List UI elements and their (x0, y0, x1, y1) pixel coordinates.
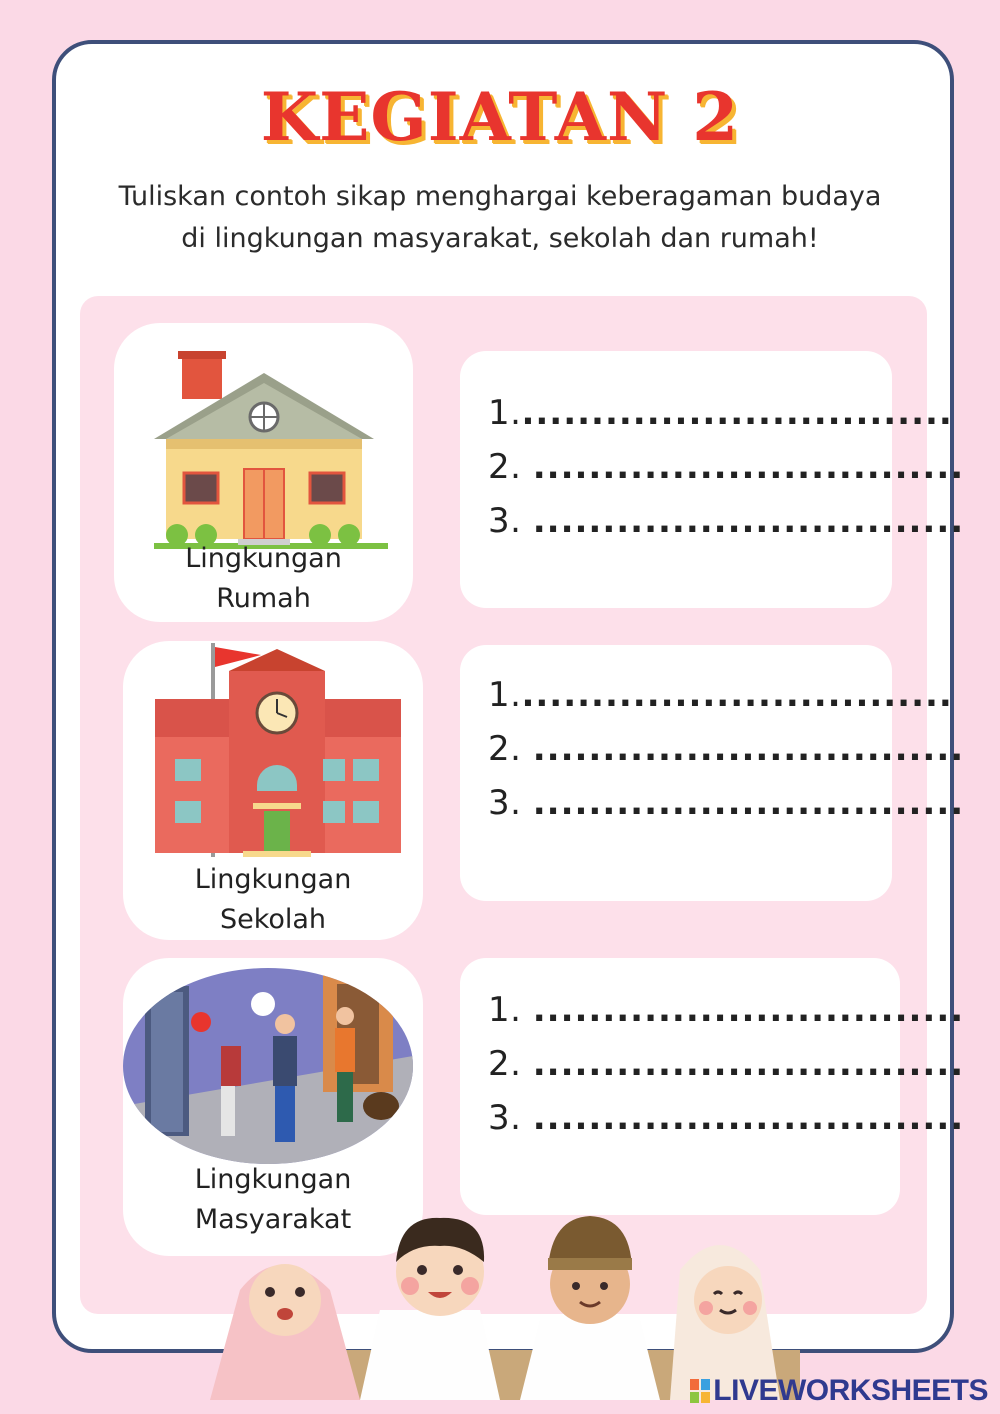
answer-line-sekolah-3[interactable]: 3. ............................... (488, 783, 965, 823)
answer-line-sekolah-1[interactable]: 1................................ (488, 675, 953, 715)
picture-card-rumah (114, 323, 413, 622)
liveworksheets-logo: LIVEWORKSHEETS (690, 1374, 988, 1408)
answer-card-rumah (460, 351, 965, 608)
children-illustration (200, 1200, 800, 1400)
liveworksheets-mark-icon (690, 1379, 710, 1403)
instruction-line-2: di lingkungan masyarakat, sekolah dan rumah! (181, 223, 819, 254)
page-title: KEGIATAN 2 (260, 78, 740, 156)
answer-line-rumah-1[interactable]: 1................................ (488, 393, 953, 433)
label-masyarakat: Lingkungan Masyarakat (194, 1164, 352, 1235)
answer-line-sekolah-2[interactable]: 2. ............................... (488, 729, 965, 769)
answer-line-masyarakat-3[interactable]: 3. ............................... (488, 1098, 965, 1138)
answer-line-rumah-2[interactable]: 2. ............................... (488, 447, 965, 487)
instruction-line-1: Tuliskan contoh sikap menghargai keberagaman budaya (118, 181, 882, 212)
instruction-text (100, 176, 900, 260)
school-building-icon (123, 641, 423, 866)
answer-line-masyarakat-2[interactable]: 2. ............................... (488, 1044, 965, 1084)
picture-card-sekolah (123, 641, 423, 940)
answer-card-sekolah (460, 645, 965, 901)
neighborhood-scene-icon (123, 966, 413, 1166)
answer-card-masyarakat (460, 958, 965, 1215)
label-sekolah: Lingkungan Sekolah (194, 864, 352, 935)
answer-line-rumah-3[interactable]: 3. ............................... (488, 501, 965, 541)
label-rumah: Lingkungan Rumah (185, 543, 342, 614)
answer-line-masyarakat-1[interactable]: 1. ............................... (488, 990, 965, 1030)
